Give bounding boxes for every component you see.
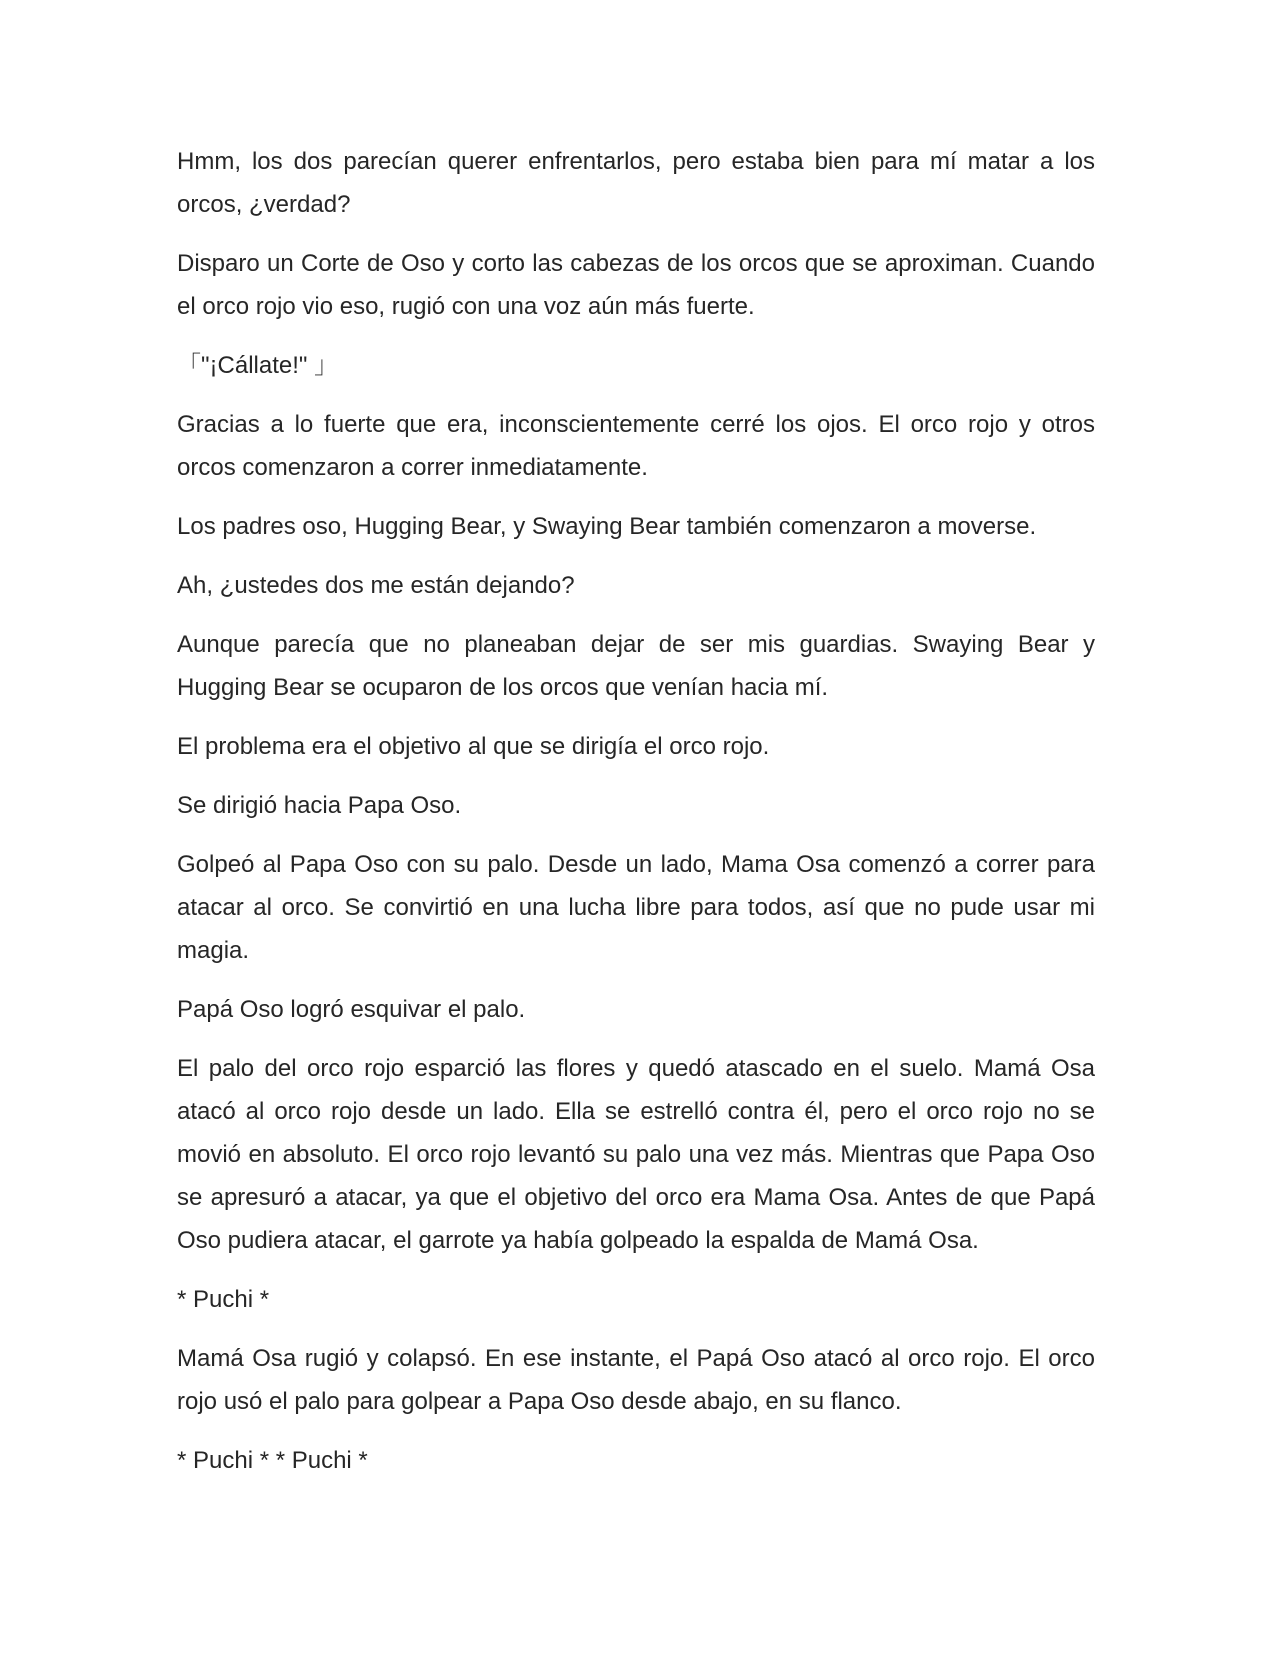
paragraph-10: Papá Oso logró esquivar el palo.: [177, 996, 526, 1023]
sound-effect-2: * Puchi * * Puchi *: [177, 1447, 368, 1474]
sound-effect-1: * Puchi *: [177, 1286, 270, 1313]
paragraph-7: El problema era el objetivo al que se dirigía el orco rojo.: [177, 733, 770, 760]
paragraph-8: Se dirigió hacia Papa Oso.: [177, 792, 462, 819]
paragraph-3: Gracias a lo fuerte que era, inconscientemente cerré los ojos. El orco rojo y otros orcos comenzaron a correr inmediatamente.: [177, 411, 1095, 481]
paragraph-9: Golpeó al Papa Oso con su palo. Desde un lado, Mama Osa comenzó a correr para atacar al orco. Se convirtió en una lucha libre para todos, así que no pude usar mi magia.: [177, 851, 1095, 964]
paragraph-5: Ah, ¿ustedes dos me están dejando?: [177, 572, 575, 599]
document-page: [177, 140, 1095, 1498]
paragraph-4: Los padres oso, Hugging Bear, y Swaying Bear también comenzaron a moverse.: [177, 513, 1037, 540]
paragraph-12: Mamá Osa rugió y colapsó. En ese instante, el Papá Oso atacó al orco rojo. El orco rojo usó el palo para golpear a Papa Oso desde abajo, en su flanco.: [177, 1345, 1095, 1415]
paragraph-2: Disparo un Corte de Oso y corto las cabezas de los orcos que se aproximan. Cuando el orco rojo vio eso, rugió con una voz aún más fuerte.: [177, 250, 1095, 320]
dialogue-line-1: 「"¡Cállate!" 」: [177, 352, 339, 379]
paragraph-11: El palo del orco rojo esparció las flores y quedó atascado en el suelo. Mamá Osa atacó al orco rojo desde un lado. Ella se estrelló contra él, pero el orco rojo no se movió en absoluto. El orco rojo levantó su palo una vez más. Mientras que Papa Oso se apresuró a atacar, ya que el objetivo del orco era Mama Osa. Antes de que Papá Oso pudiera atacar, el garrote ya había golpeado la espalda de Mamá Osa.: [177, 1055, 1095, 1254]
paragraph-1: Hmm, los dos parecían querer enfrentarlos, pero estaba bien para mí matar a los orcos, ¿verdad?: [177, 148, 1095, 218]
paragraph-6: Aunque parecía que no planeaban dejar de ser mis guardias. Swaying Bear y Hugging Bear se ocuparon de los orcos que venían hacia mí.: [177, 631, 1095, 701]
